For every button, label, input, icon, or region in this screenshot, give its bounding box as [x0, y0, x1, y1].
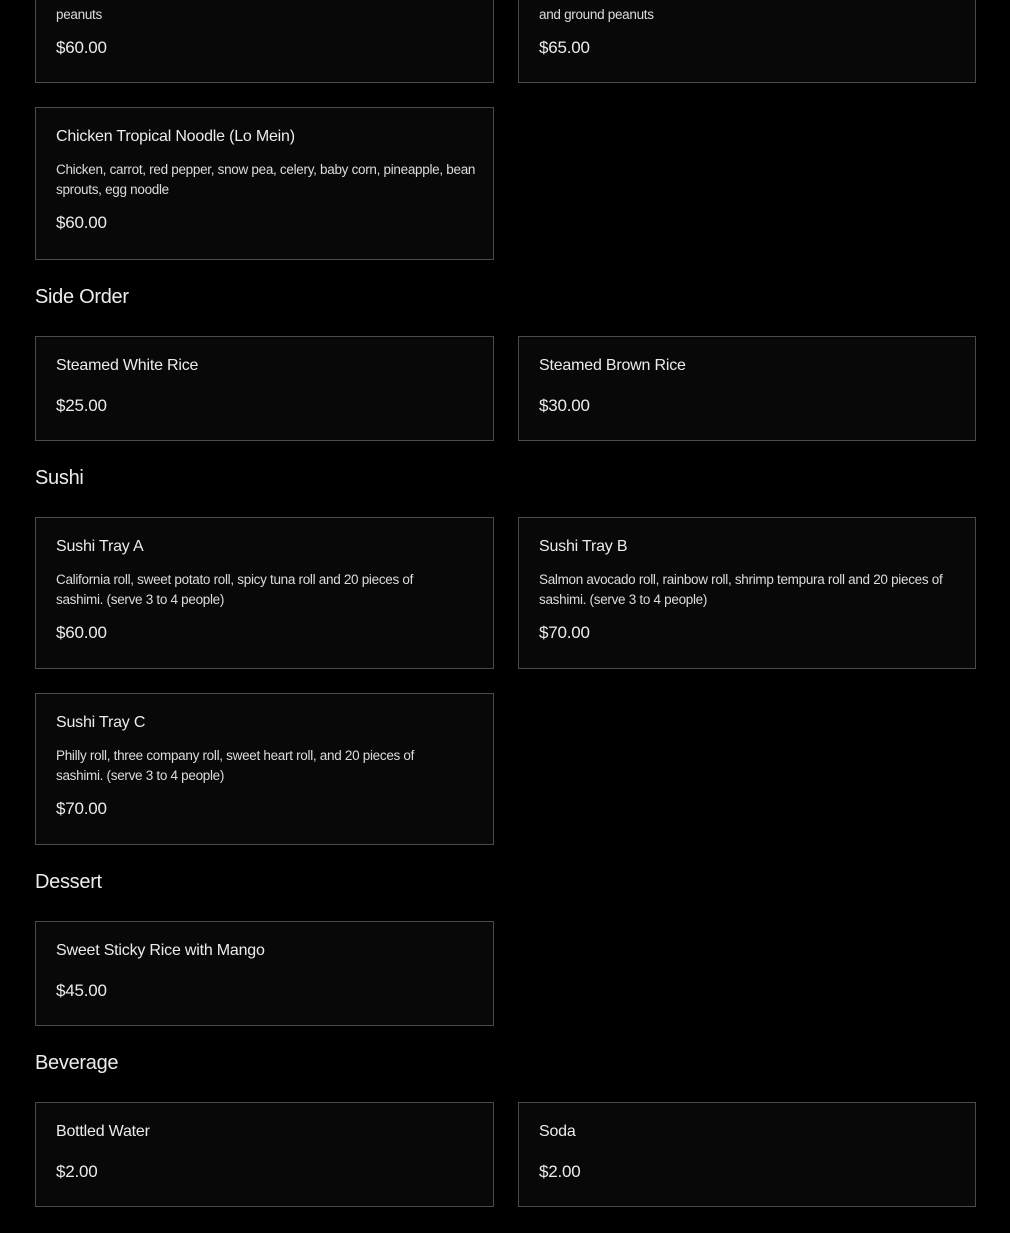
- item-price: $60.00: [56, 623, 107, 642]
- menu-item-card[interactable]: [35, 1102, 494, 1207]
- menu-item-card[interactable]: [518, 336, 976, 441]
- item-price: $30.00: [539, 396, 590, 415]
- menu-item-card[interactable]: [35, 517, 494, 669]
- section-title-side-order: Side Order: [35, 286, 129, 308]
- menu-item-card[interactable]: [518, 0, 976, 83]
- item-description: Philly roll, three company roll, sweet heart roll, and 20 pieces of sashimi. (serve 3 to 4 people): [56, 748, 415, 783]
- item-name: Soda: [539, 1123, 576, 1140]
- item-description: Chicken, carrot, red pepper, snow pea, celery, baby corn, pineapple, bean sprouts, egg noodle: [56, 162, 476, 197]
- menu-item-card[interactable]: [518, 517, 976, 669]
- menu-item-card[interactable]: [35, 921, 494, 1026]
- menu-item-card[interactable]: [35, 0, 494, 83]
- menu-item-card[interactable]: [518, 1102, 976, 1207]
- item-price: $2.00: [56, 1162, 98, 1181]
- item-name: Sushi Tray B: [539, 538, 628, 555]
- item-price: $45.00: [56, 981, 107, 1000]
- item-name: Steamed Brown Rice: [539, 357, 686, 374]
- item-price: $60.00: [56, 38, 107, 57]
- item-name: Steamed White Rice: [56, 357, 199, 374]
- menu-item-card[interactable]: [35, 693, 494, 845]
- item-price: $25.00: [56, 396, 107, 415]
- item-name: Sushi Tray A: [56, 538, 144, 555]
- item-name: Sweet Sticky Rice with Mango: [56, 942, 265, 959]
- item-price: $60.00: [56, 213, 107, 232]
- item-description: California roll, sweet potato roll, spicy tuna roll and 20 pieces of sashimi. (serve 3 to 4 people): [56, 572, 414, 607]
- menu-item-card[interactable]: [35, 107, 494, 260]
- menu-item-card[interactable]: [35, 336, 494, 441]
- item-description: peanuts: [56, 7, 102, 22]
- item-description: Salmon avocado roll, rainbow roll, shrimp tempura roll and 20 pieces of sashimi. (serve 3 to 4 people): [539, 572, 943, 607]
- item-price: $2.00: [539, 1162, 581, 1181]
- section-title-beverage: Beverage: [35, 1052, 119, 1074]
- item-description: and ground peanuts: [539, 7, 654, 22]
- section-title-dessert: Dessert: [35, 871, 102, 893]
- item-price: $70.00: [56, 799, 107, 818]
- item-name: Chicken Tropical Noodle (Lo Mein): [56, 128, 295, 145]
- item-name: Bottled Water: [56, 1123, 150, 1140]
- item-price: $70.00: [539, 623, 590, 642]
- section-title-sushi: Sushi: [35, 467, 84, 489]
- item-price: $65.00: [539, 38, 590, 57]
- item-name: Sushi Tray C: [56, 714, 146, 731]
